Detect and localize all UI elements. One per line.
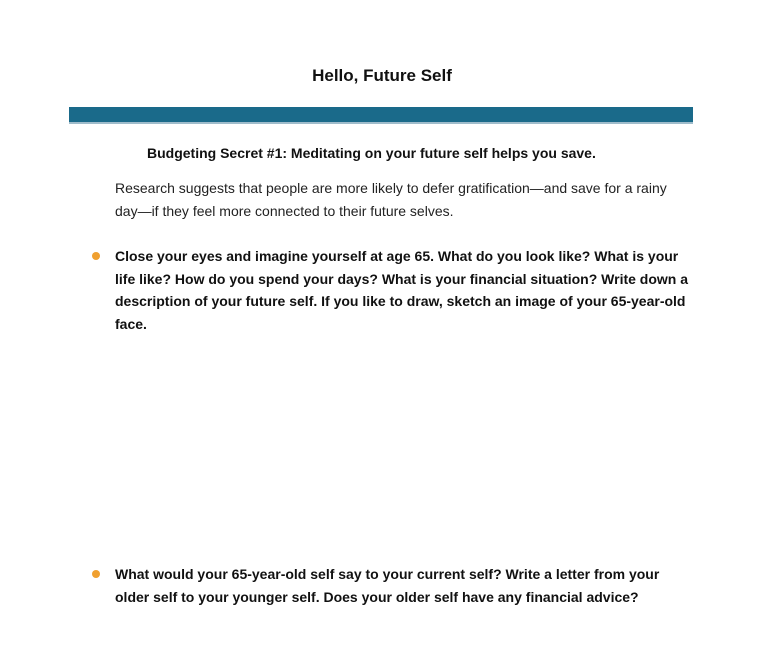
prompt-item xyxy=(115,563,695,608)
bullet-dot-icon xyxy=(92,252,100,260)
prompt-text: What would your 65-year-old self say to your current self? Write a letter from your older self to your younger self. Does your older self have any financial advice? xyxy=(115,566,660,605)
header-banner xyxy=(69,107,693,124)
prompt-text: Close your eyes and imagine yourself at age 65. What do you look like? What is your life like? How do you spend your days? What is your financial situation? Write down a description of your future self. If you like to draw, sketch an image of your 65-year-old face. xyxy=(115,248,689,332)
intro-paragraph: Research suggests that people are more likely to defer gratification—and save for a rainy day—if they feel more connected to their future selves. xyxy=(115,180,667,219)
page-title: Hello, Future Self xyxy=(312,66,452,85)
section-heading: Budgeting Secret #1: Meditating on your future self helps you save. xyxy=(147,145,596,161)
bullet-dot-icon xyxy=(92,570,100,578)
prompt-item xyxy=(115,245,695,335)
